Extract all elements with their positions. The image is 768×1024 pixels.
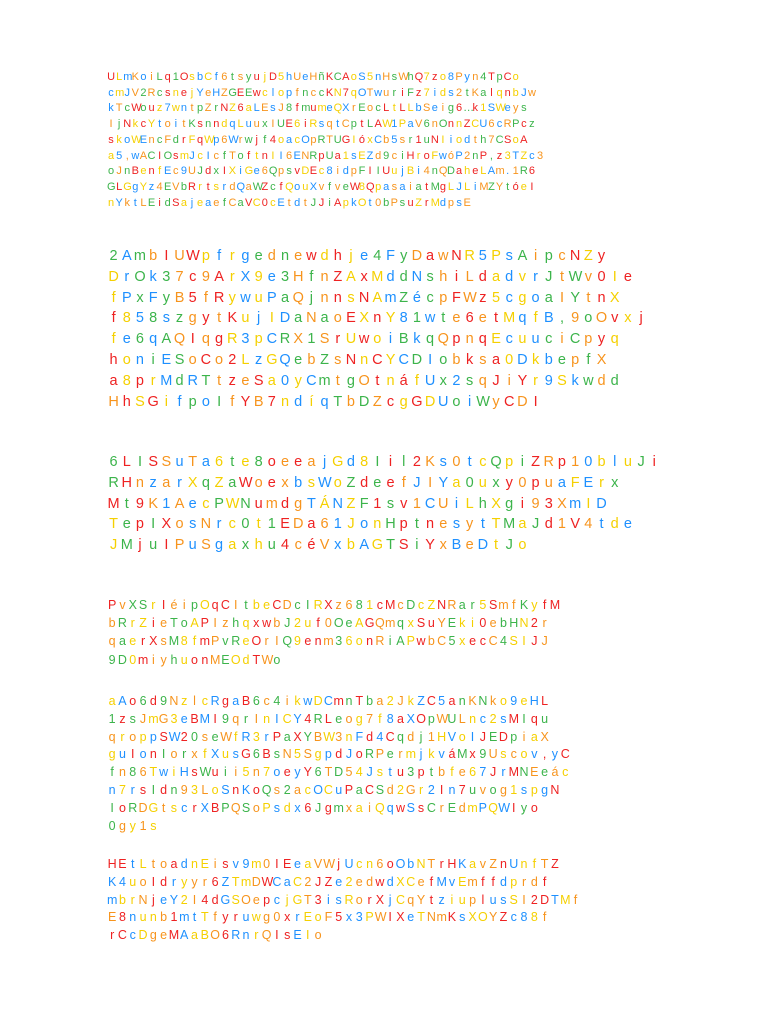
text-line: I o RDG t s c r X B PQS o P s d x 6 J g m x a i Q q w S s C r E d mPQW I y o [110,800,538,815]
text-line: f n 8 6 T w i H s Wu i i 5 n 7 o e y Y 6 T D 5 4 J s t u 3 p t b f e 6 7 J r MN E e á c [110,765,569,780]
text-line: a 8 p r M d R T t z e S a 0 y C m t g O t n á f U x 2 s q J i Y r 9 S k w d d [109,372,619,389]
text-line: q a e r X s M 8 f mP v R e O r I Q 9 e n m 3 6 o n R i A P w b C 5 x e c C 4 S I J J [108,634,548,649]
text-line: I j Nk c Y t o i t K s n n d q L u u x I UE6 i Rs q t Cp t LAW1PaV6 nOn n ZCU6 cRP c z [109,118,535,131]
text-line: 2 A m b I UW p f r g e d n e w d h j e 4 F y D a w N R 5 P s A i p c N Z y [109,248,606,264]
text-line: a A o 6 d 9 N z l c R g a B 6 c 4 i k wDCm n T b a 2 J k Z C 5 a n K N k o 9 e H L [108,694,549,708]
text-paragraph-1 [107,70,663,211]
text-line: R H n z a r X q Z a W o e x b s W o Z d e e f J I Y a 0 u x y 0 p u a F E r x [108,474,619,491]
text-paragraph-6 [107,856,663,945]
text-line: ULmKo i L q 1Os bC f 6 t s y u j D5 hUeHñKCAoS5 nHsWhQ7 z o 8P y n 4 T pCo [107,71,519,83]
text-line: E 8 n u n b 1 m t T f y r u w g 0 x r E o F 5 x 3 PW I X e T NmK s XOY Z c 8 8 f [107,910,547,925]
text-line: r C c D g e MA a BO 6 R n r Q I s E I o [110,928,322,943]
text-line: 6 L I S S u T a 6 t e 8 o e e a j G d 8 I i l 2 K s 0 t c Q p i Z R p 1 0 b l u J i [109,454,656,470]
text-line: T e p I X o s N r c 0 t 1 E D a 6 1 J o n H p t n e s y t T M a J d 1 V 4 t d e [109,516,632,533]
text-line: H h S G i f p o I f Y B 7 n d í q T b D Z c g G D U o i W y C D I [108,393,538,410]
text-line: f e 6 q A Q I q g R 3 p C R X 1 S r U w o i B k q Q p n q E c u u c i C p y q [111,331,619,348]
text-line: J M j u I P u S g a x h u 4 c é V x b A G T S i Y x B e D t J o [109,537,527,554]
text-line: cmJ V2Rc s n e j YeHZGEEwc l o p f n c c KN7 qOTwu r i F z 7 i d s 2 t Ka l q n b Jw [108,86,536,99]
text-line: m b r N j e Y 2 I 4 d GSO e p c j G T 3 i s R o r X j C q Y t z i u p l u s S I 2 D TM f [107,892,578,907]
text-line: q r o p p SW2 0 s e W f R 3 r P a X Y BW3 n F d 4 C q d j 1 H V o I J E D p i a X [108,729,549,744]
text-line: n 7 r s I d n 9 3 L o S n K o Q s 2 a c OC u P a C S d 2 G r 2 I n 7 u v o g 1 s p g N [108,782,560,797]
text-line: k T cWo u z 7wn t p Z r NZ 6 a LE s J 8 f mumeQX r Eo c L t L L bSe i g 6…k 1SWe y s [108,102,527,115]
text-paragraph-3 [107,452,663,556]
text-line: K 4 u o I d r y y r 6 Z TmDWC a C 2 J Z e 2 e d w d X C e f M v Em f f d p r d f [107,874,547,889]
text-paragraph-2 [107,246,663,412]
text-line: 1 z s J mG 3 e BM I 9 q r I n I C Y 4 R L e o g 7 f 8 a XO p WU L n c 2 s M I q u [108,711,549,726]
text-line: a 5 , wAC I OsmJ c I c f T o f t n I I 6ENRpUa 1 s EZ d 9 c i H r o FwóP2 nP , z 3 TZ c 3 [107,149,544,162]
text-line: 0 g y 1 s [108,818,157,833]
text-line: f 8 5 8 s z g y t K u j I D a N a o E X n Y 8 1 w t e 6 e t M q f B , 9 o O v x j [111,310,643,327]
text-line: M t 9 K 1 A e c P WN u m d g T Á N Z F 1 s v 1 C U i L h X g i 9 3 X m I D [107,495,607,512]
text-line: o J nBe n f E c 9UJ d x I X i Ge 6Qp s vDE c 8 i d p F I I Uu j B i 4 nQDa h e LAm. 1R6 [107,165,535,178]
text-line: P v X S r I é i p O q C I t b e CD c I R X z 6 8 1 c M c D c Z NR a r 5 Sm f K y f M [107,598,561,612]
text-line: h o n i E S o C o 2 L z G Q e b Z s N n C Y C D I o b k s a 0 D k b e p f X [109,351,607,368]
text-line: H E t L t o a d n E i s v 9 m 0 I E e a VW j U c n 6 o O b N T r H K a v Z n U n f T Z [107,857,559,871]
text-line: nY k t LE i dSa j e a e f CaVC0 c E t d t J J i Ap kO t 0 bP s u Z r Md p s E [107,196,471,209]
text-paragraph-4 [107,596,663,669]
text-line: D r O k 3 7 c 9 A r X 9 e 3 H f n Z A x M d d N s h i L d a d v r J t W v 0 I e [108,268,632,285]
text-paragraph-5 [107,693,663,835]
text-line: s k oWEn c F d r F qWp 6Wr w j f 4 o a cOpRTUG I ó xCb 5 s r 1 uN I i o d t h 7CSoA [108,133,528,146]
text-line: g u I o n I o r x f X u s G 6 B s N 5 S g p d J o R P e r m j k v á M x 9 U s c o v , y C [108,747,570,762]
text-line: b R r Z i e T o A P I z h q x w b J 2 u f 0 O e AGQm q x S u Y E k i 0 e b HN 2 r [108,616,547,631]
text-line: GLGgY z 4EVbR r t s r dQaWZ c f Qo uX v f v eW8Qp a s a i a t Mg L J L i MZY t ó e I [107,180,534,193]
text-line: 9 D 0 m i y h u o n MEO d TWo [108,652,281,667]
text-line: f P x F y B 5 f R y w u P a Q j n n s N A m Z é c p F W z 5 c g o a I Y t n X [111,289,620,306]
